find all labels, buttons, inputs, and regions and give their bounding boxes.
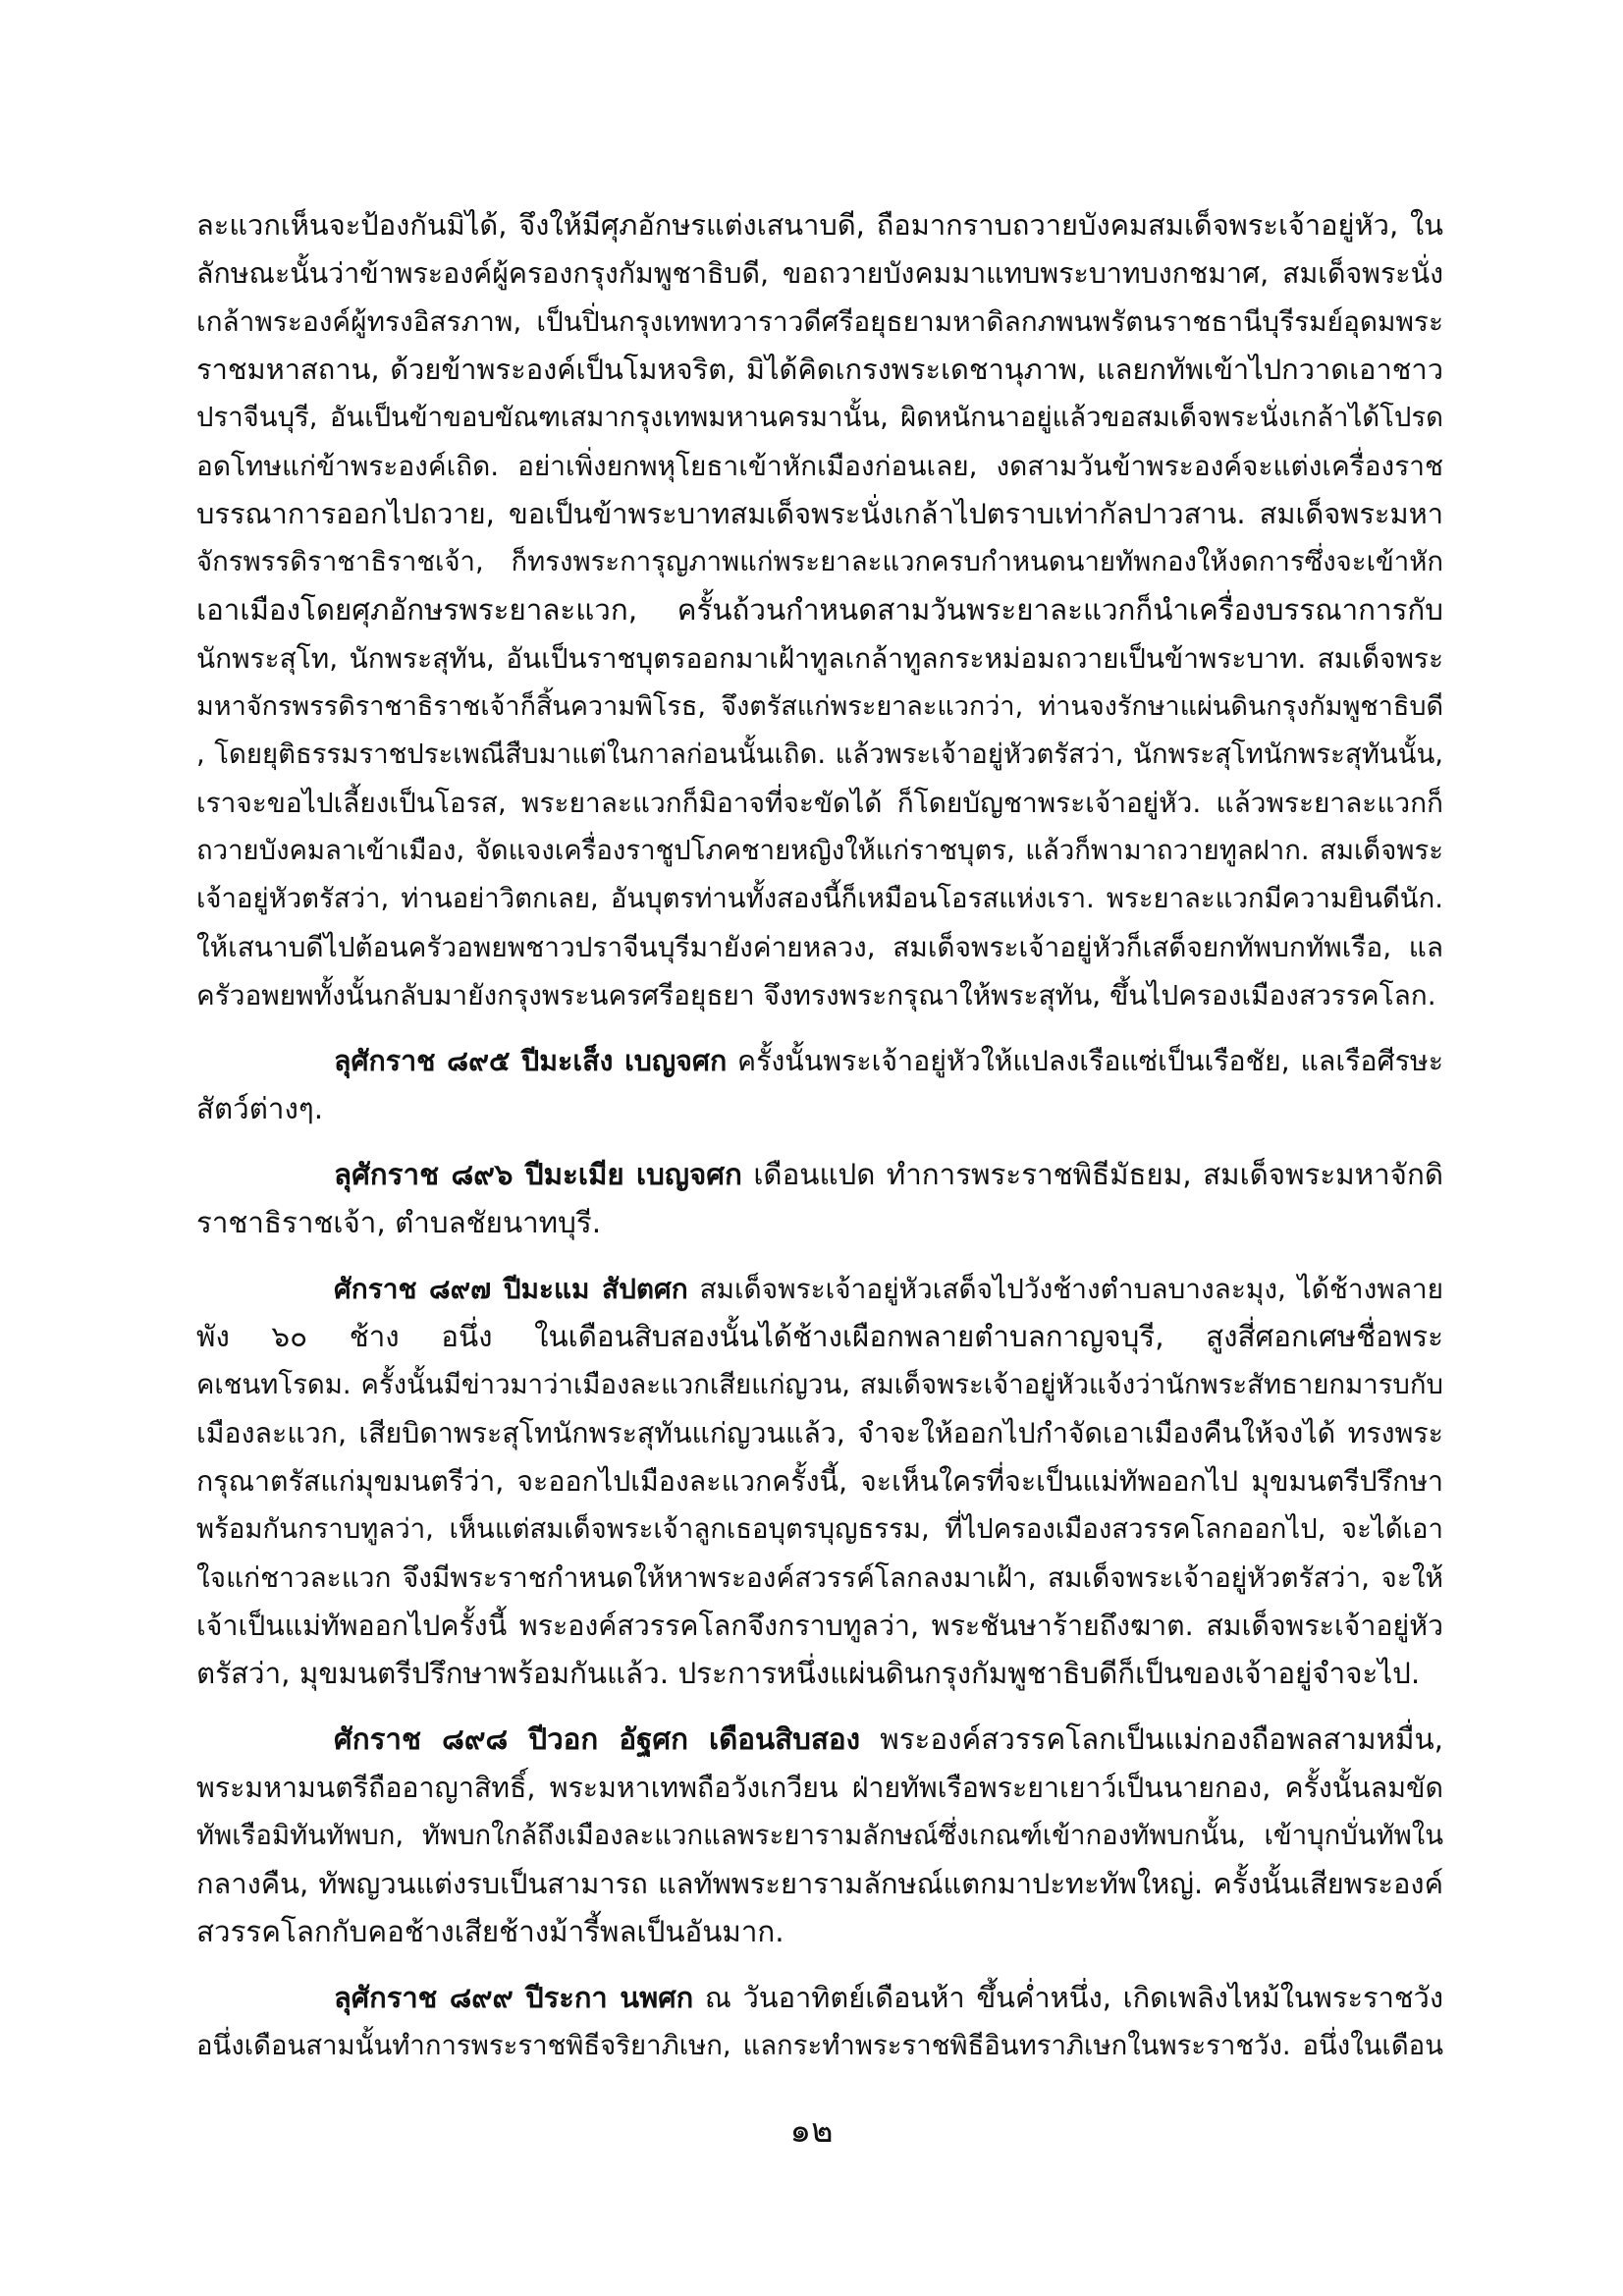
text-line: ครัวอพยพทั้งนั้นกลับมายังกรุงพระนครศรีอยุธยา จึงทรงพระกรุณาให้พระสุทัน, ขึ้นไปครองเมืองสวรรคโลก. <box>196 979 1436 1011</box>
paragraph-entry <box>196 1151 1443 1247</box>
entry-text: สมเด็จพระเจ้าอยู่หัวเสด็จไปวังช้างตำบลบางละมุง, ได้ช้างพลาย <box>687 1273 1443 1305</box>
text-line: ละแวกเห็นจะป้องกันมิได้, จึงให้มีศุภอักษรแต่งเสนาบดี, ถือมากราบถวายบังคมสมเด็จพระเจ้าอยู่หัว, ใน <box>196 208 1443 242</box>
entry-text: พระองค์สวรรคโลกเป็นแม่กองถือพลสามหมื่น, <box>860 1722 1443 1756</box>
text-line: คเชนทโรดม. ครั้งนั้นมีข่าวมาว่าเมืองละแวกเสียแก่ญวน, สมเด็จพระเจ้าอยู่หัวแจ้งว่านักพระสัทธายกมารบกับ <box>196 1369 1443 1400</box>
text-line: เจ้าเป็นแม่ทัพออกไปครั้งนี้ พระองค์สวรรคโลกจึงกราบทูลว่า, พระชันษาร้ายถึงฆาต. สมเด็จพระเจ้าอยู่หัว <box>196 1610 1443 1642</box>
text-line: ตรัสว่า, มุขมนตรีปรึกษาพร้อมกันแล้ว. ประการหนึ่งแผ่นดินกรุงกัมพูชาธิบดีก็เป็นของเจ้าอยู่จำจะไป. <box>196 1657 1421 1690</box>
entry-text: เดือนแปด ทำการพระราชพิธีมัธยม, สมเด็จพระมหาจักดิ <box>741 1158 1443 1191</box>
text-line <box>196 1265 1443 1313</box>
entry-text: ครั้งนั้นพระเจ้าอยู่หัวให้แปลงเรือแซ่เป็นเรือชัย, แลเรือศีรษะ <box>727 1045 1443 1077</box>
paragraph-entry <box>196 1974 1443 2070</box>
entry-heading: ศักราช ๘๙๘ ปีวอก อัฐศก เดือนสิบสอง <box>334 1722 861 1756</box>
text-line: ทัพเรือมิทันทัพบก, ทัพบกใกล้ถึงเมืองละแวกแลพระยารามลักษณ์ซึ่งเกณฑ์เข้ากองทัพบกนั้น, เข้าบุกบั่นทัพใน <box>196 1820 1443 1851</box>
text-line: ราชาธิราชเจ้า, ตำบลชัยนาทบุรี. <box>196 1206 602 1239</box>
text-line <box>196 1151 1443 1199</box>
text-line: พัง ๖๐ ช้าง อนึ่ง ในเดือนสิบสองนั้นได้ช้างเผือกพลายตำบลกาญจบุรี, สูงสี่ศอกเศษชื่อพระ <box>196 1320 1443 1353</box>
text-line <box>196 1974 1443 2022</box>
entry-heading: ลุศักราช ๘๙๖ ปีมะเมีย เบญจศก <box>334 1158 742 1191</box>
text-line: เมืองละแวก, เสียบิดาพระสุโทนักพระสุทันแก่ญวนแล้ว, จำจะให้ออกไปกำจัดเอาเมืองคืนให้จงได้ ทรงพระ <box>196 1417 1443 1449</box>
text-line: พร้อมกันกราบทูลว่า, เห็นแต่สมเด็จพระเจ้าลูกเธอบุตรบุญธรรม, ที่ไปครองเมืองสวรรคโลกออกไป, จะได้เอา <box>196 1513 1443 1545</box>
entry-text: ณ วันอาทิตย์เดือนห้า ขึ้นค่ำหนึ่ง, เกิดเพลิงไหม้ในพระราชวัง <box>693 1981 1443 2014</box>
paragraph-entry <box>196 1265 1443 1698</box>
paragraph-entry <box>196 1037 1443 1133</box>
entry-heading: ศักราช ๘๙๗ ปีมะแม สัปตศก <box>334 1273 688 1305</box>
paragraph-entry <box>196 1716 1443 1956</box>
text-line: มหาจักรพรรดิราชาธิราชเจ้าก็สิ้นความพิโรธ, จึงตรัสแก่พระยาละแวกว่า, ท่านจงรักษาแผ่นดินกรุงกัมพูชาธิบดี <box>196 691 1443 722</box>
text-line: นักพระสุโท, นักพระสุทัน, อันเป็นราชบุตรออกมาเฝ้าทูลเกล้าทูลกระหม่อมถวายเป็นข้าพระบาท. สมเด็จพระ <box>196 642 1443 675</box>
paragraph-continuation <box>196 201 1443 1019</box>
text-line: เอาเมืองโดยศุภอักษรพระยาละแวก, ครั้นถ้วนกำหนดสามวันพระยาละแวกก็นำเครื่องบรรณาการกับ <box>196 593 1443 627</box>
text-line: จักรพรรดิราชาธิราชเจ้า, ก็ทรงพระการุญภาพแก่พระยาละแวกครบกำหนดนายทัพกองให้งดการซึ่งจะเข้าหัก <box>196 546 1443 577</box>
document-body <box>196 201 1443 2088</box>
text-line: ถวายบังคมลาเข้าเมือง, จัดแจงเครื่องราชูปโภคชายหญิงให้แก่ราชบุตร, แล้วก็พามาถวายทูลฝาก. สมเด็จพระ <box>196 835 1443 866</box>
text-line: เจ้าอยู่หัวตรัสว่า, ท่านอย่าวิตกเลย, อันบุตรท่านทั้งสองนี้ก็เหมือนโอรสแห่งเรา. พระยาละแวกมีความยินดีนัก. <box>196 883 1443 914</box>
text-line: , โดยยุติธรรมราชประเพณีสืบมาแต่ในกาลก่อนนั้นเถิด. แล้วพระเจ้าอยู่หัวตรัสว่า, นักพระสุโทนักพระสุทันนั้น, <box>196 738 1443 770</box>
text-line: อดโทษแก่ข้าพระองค์เถิด. อย่าเพิ่งยกพหุโยธาเข้าหักเมืองก่อนเลย, งดสามวันข้าพระองค์จะแต่งเครื่องราช <box>196 450 1443 482</box>
text-line: เราจะขอไปเลี้ยงเป็นโอรส, พระยาละแวกก็มิอาจที่จะขัดได้ ก็โดยบัญชาพระเจ้าอยู่หัว. แล้วพระยาละแวกก็ <box>196 787 1443 819</box>
text-line: เกล้าพระองค์ผู้ทรงอิสรภาพ, เป็นปิ่นกรุงเทพทวาราวดีศรีอยุธยามหาดิลกภพนพรัตนราชธานีบุรีรมย์อุดมพระ <box>196 305 1443 338</box>
text-line: ให้เสนาบดีไปต้อนครัวอพยพชาวปราจีนบุรีมายังค่ายหลวง, สมเด็จพระเจ้าอยู่หัวก็เสด็จยกทัพบกทัพเรือ, แล <box>196 931 1443 963</box>
text-line: ลักษณะนั้นว่าข้าพระองค์ผู้ครองกรุงกัมพูชาธิบดี, ขอถวายบังคมมาแทบพระบาทบงกชมาศ, สมเด็จพระนั่ง <box>196 257 1443 290</box>
text-line: สวรรคโลกกับคอช้างเสียช้างม้ารี้พลเป็นอันมาก. <box>196 1915 784 1948</box>
text-line: ปราจีนบุรี, อันเป็นข้าขอบขัณฑเสมากรุงเทพมหานครมานั้น, ผิดหนักนาอยู่แล้วขอสมเด็จพระนั่งเกล้าได้โปรด <box>196 402 1443 433</box>
text-line: พระมหามนตรีถืออาญาสิทธิ์, พระมหาเทพถือวังเกวียน ฝ่ายทัพเรือพระยาเยาว์เป็นนายกอง, ครั้งนั้นลมขัด <box>196 1772 1443 1804</box>
text-line <box>196 1037 1443 1085</box>
text-line: บรรณาการออกไปถวาย, ขอเป็นข้าพระบาทสมเด็จพระนั่งเกล้าไปตราบเท่ากัลปาวสาน. สมเด็จพระมหา <box>196 497 1443 530</box>
text-line <box>196 1716 1443 1764</box>
entry-heading: ลุศักราช ๘๙๙ ปีระกา นพศก <box>334 1981 694 2014</box>
text-line: ใจแก่ชาวละแวก จึงมีพระราชกำหนดให้หาพระองค์สวรรค์โลกลงมาเฝ้า, สมเด็จพระเจ้าอยู่หัวตรัสว่า, จะให้ <box>196 1561 1443 1594</box>
text-line: กรุณาตรัสแก่มุขมนตรีว่า, จะออกไปเมืองละแวกครั้งนี้, จะเห็นใครที่จะเป็นแม่ทัพออกไป มุขมนตรีปรึกษา <box>196 1465 1443 1498</box>
text-line: อนึ่งเดือนสามนั้นทำการพระราชพิธีจริยาภิเษก, แลกระทำพระราชพิธีอินทราภิเษกในพระราชวัง. อนึ่งในเดือน <box>196 2030 1443 2061</box>
page-number: ๑๒ <box>789 2111 834 2151</box>
text-line: กลางคืน, ทัพญวนแต่งรบเป็นสามารถ แลทัพพระยารามลักษณ์แตกมาปะทะทัพใหญ่. ครั้งนั้นเสียพระองค์ <box>196 1867 1443 1900</box>
text-line: ราชมหาสถาน, ด้วยข้าพระองค์เป็นโมหจริต, มิได้คิดเกรงพระเดชานุภาพ, แลยกทัพเข้าไปกวาดเอาชาว <box>196 353 1443 386</box>
text-line: สัตว์ต่างๆ. <box>196 1092 324 1125</box>
entry-heading: ลุศักราช ๘๙๕ ปีมะเส็ง เบญจศก <box>334 1045 728 1077</box>
